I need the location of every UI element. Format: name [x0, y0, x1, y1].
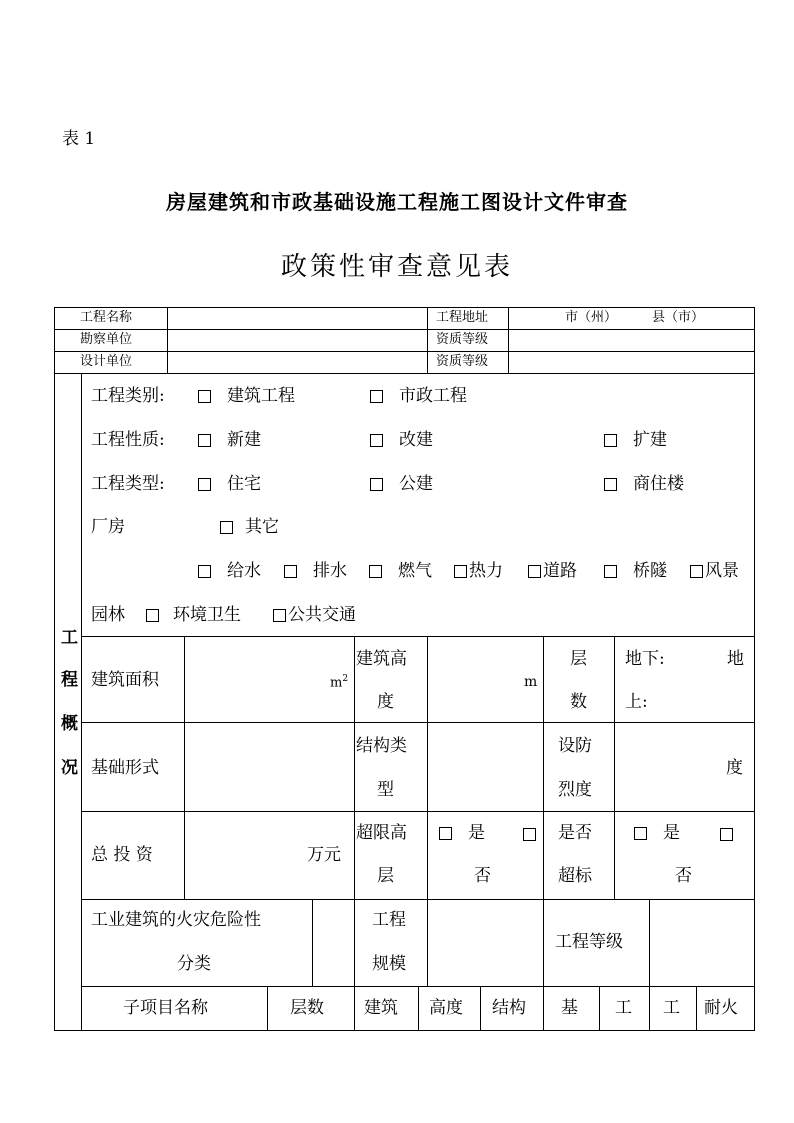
checkbox-icon	[198, 478, 211, 491]
project-address-label: 工程地址	[436, 310, 489, 325]
sub-header-height: 高度	[429, 998, 463, 1018]
municipal-cont-label: 园林	[91, 605, 125, 625]
checkbox-icon[interactable]	[523, 828, 536, 841]
grade-label: 工程等级	[555, 932, 623, 952]
project-name-field[interactable]	[168, 308, 427, 329]
checkbox-icon	[528, 565, 541, 578]
aboveground-label-cont: 上:	[625, 692, 648, 712]
municipal-option-landscape[interactable]: 风景	[690, 563, 739, 580]
checkbox-icon	[604, 565, 617, 578]
checkbox-icon[interactable]	[720, 828, 733, 841]
category-label: 工程类别:	[91, 386, 165, 406]
type-label: 工程类型:	[91, 474, 165, 494]
seismic-unit: 度	[726, 758, 743, 778]
checkbox-icon	[284, 565, 297, 578]
sub-header-floors: 层数	[290, 998, 324, 1018]
side-label-char: 工	[61, 628, 78, 648]
seismic-label: 设防	[558, 736, 592, 756]
checkbox-icon	[369, 565, 382, 578]
qualification-label-design: 资质等级	[436, 354, 489, 369]
nature-option-rebuild[interactable]: 改建	[370, 432, 433, 449]
floors-label: 层	[570, 649, 587, 669]
survey-unit-label: 勘察单位	[80, 332, 133, 347]
category-option-municipal[interactable]: 市政工程	[370, 388, 467, 405]
survey-unit-field[interactable]	[168, 330, 427, 351]
nature-option-expand[interactable]: 扩建	[604, 432, 667, 449]
building-area-label: 建筑面积	[91, 670, 159, 690]
qualification-field-survey[interactable]	[509, 330, 754, 351]
checkbox-icon	[604, 478, 617, 491]
structure-label: 结构类	[356, 736, 407, 756]
investment-unit: 万元	[307, 845, 341, 865]
project-name-label: 工程名称	[80, 310, 133, 325]
document-subtitle: 政策性审查意见表	[280, 252, 513, 282]
type-option-other[interactable]: 其它	[220, 519, 279, 536]
height-unit: m	[524, 674, 538, 690]
scale-label: 工程	[372, 910, 406, 930]
area-unit: $m^2$	[330, 674, 349, 691]
sub-header-foundation: 基	[561, 998, 578, 1018]
aboveground-label: 地	[727, 649, 744, 669]
investment-label: 总 投 资	[91, 845, 153, 865]
checkbox-icon	[690, 565, 703, 578]
category-option-building[interactable]: 建筑工程	[198, 388, 295, 405]
checkbox-icon	[634, 827, 647, 840]
municipal-option-heat[interactable]: 热力	[454, 563, 503, 580]
nature-option-new[interactable]: 新建	[198, 432, 261, 449]
checkbox-icon	[220, 521, 233, 534]
building-height-label: 建筑高	[356, 649, 407, 669]
municipal-option-gas[interactable]: 燃气	[369, 563, 432, 580]
overlimit-no: 否	[474, 866, 491, 886]
scale-label-cont: 规模	[372, 954, 406, 974]
qualification-label-survey: 资质等级	[436, 332, 489, 347]
municipal-option-drainage[interactable]: 排水	[284, 563, 347, 580]
fire-hazard-label-cont: 分类	[177, 954, 211, 974]
municipal-option-sanitation[interactable]: 环境卫生	[146, 607, 241, 624]
municipal-option-transit[interactable]: 公共交通	[273, 607, 356, 624]
municipal-option-bridge[interactable]: 桥隧	[604, 563, 667, 580]
overlimit-label: 超限高	[356, 823, 407, 843]
checkbox-icon	[454, 565, 467, 578]
type-option-public[interactable]: 公建	[370, 476, 433, 493]
checkbox-icon	[273, 609, 286, 622]
floors-label-cont: 数	[570, 692, 587, 712]
municipal-option-water[interactable]: 给水	[198, 563, 261, 580]
sub-header-building: 建筑	[364, 998, 398, 1018]
sub-header-name: 子项目名称	[123, 998, 208, 1018]
overstandard-label-cont: 超标	[558, 866, 592, 886]
design-unit-label: 设计单位	[80, 354, 133, 369]
sub-header-work-2: 工	[663, 998, 680, 1018]
checkbox-icon	[439, 827, 452, 840]
document-title: 房屋建筑和市政基础设施工程施工图设计文件审查	[166, 190, 628, 214]
side-label-char: 程	[61, 670, 78, 690]
qualification-field-design[interactable]	[509, 352, 754, 373]
sub-header-work-1: 工	[615, 998, 632, 1018]
checkbox-icon	[198, 390, 211, 403]
underground-label: 地下:	[625, 649, 665, 669]
design-unit-field[interactable]	[168, 352, 427, 373]
foundation-label: 基础形式	[91, 758, 159, 778]
checkbox-icon	[370, 390, 383, 403]
overstandard-no: 否	[675, 866, 692, 886]
sub-header-fire-resistance: 耐火	[704, 998, 738, 1018]
side-label-char: 况	[61, 758, 78, 778]
checkbox-icon	[198, 434, 211, 447]
municipal-option-road[interactable]: 道路	[528, 563, 577, 580]
checkbox-icon	[198, 565, 211, 578]
type-option-mixed[interactable]: 商住楼	[604, 476, 684, 493]
checkbox-icon	[146, 609, 159, 622]
address-county: 县（市）	[652, 310, 705, 325]
side-label-char: 概	[61, 714, 78, 734]
sub-header-structure: 结构	[492, 998, 526, 1018]
overstandard-label: 是否	[558, 823, 592, 843]
checkbox-icon	[370, 478, 383, 491]
overlimit-yes[interactable]: 是	[439, 825, 485, 842]
structure-label-cont: 型	[377, 780, 394, 800]
table-label: 表 1	[62, 129, 96, 149]
seismic-label-cont: 烈度	[558, 780, 592, 800]
address-city: 市（州）	[565, 310, 618, 325]
overstandard-yes[interactable]: 是	[634, 825, 680, 842]
overlimit-label-cont: 层	[377, 866, 394, 886]
checkbox-icon	[370, 434, 383, 447]
fire-hazard-label: 工业建筑的火灾危险性	[91, 910, 261, 930]
building-height-label-cont: 度	[377, 692, 394, 712]
nature-label: 工程性质:	[91, 430, 165, 450]
checkbox-icon	[604, 434, 617, 447]
type-factory-label: 厂房	[91, 517, 125, 537]
type-option-residential[interactable]: 住宅	[198, 476, 261, 493]
